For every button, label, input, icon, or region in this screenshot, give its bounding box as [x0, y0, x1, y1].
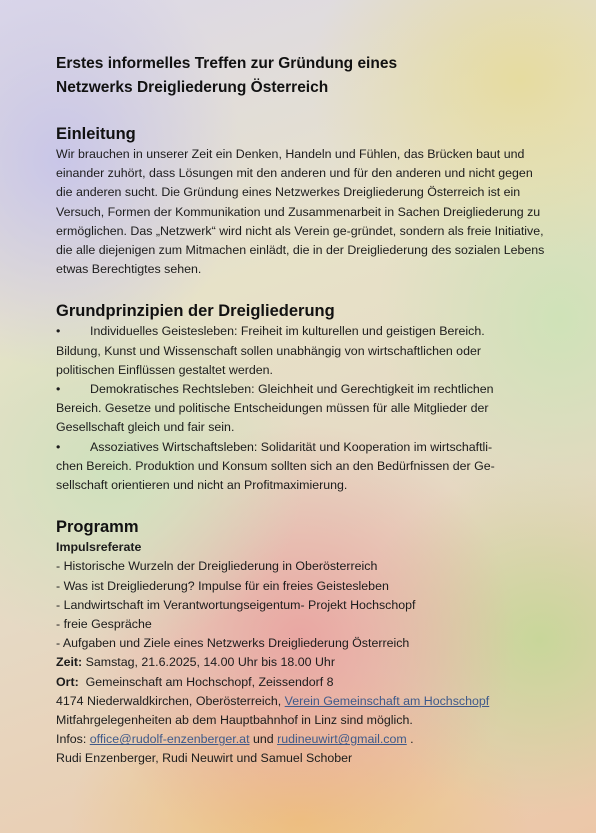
ride-info: Mitfahrgelegenheiten ab dem Hauptbahnhof in Linz sind möglich. — [56, 713, 413, 728]
address-text: 4174 Niederwaldkirchen, Oberösterreich, — [56, 693, 285, 708]
bullet-icon: • — [56, 439, 61, 454]
programm-item: - Aufgaben und Ziele eines Netzwerks Dreigliederung Österreich — [56, 636, 410, 651]
bullet-icon: • — [56, 382, 61, 397]
address-line — [56, 692, 550, 711]
title-line-2: Netzwerks Dreigliederung Österreich — [56, 79, 329, 96]
and-text: und — [249, 732, 278, 747]
email-link-1[interactable]: office@rudolf-enzenberger.at — [89, 732, 250, 747]
principle-item: • Individuelles Geistesleben: Freiheit im kulturellen und geistigen Bereich. Bildung, Kunst und Wissenschaft sollen unabhängig von wirtschaftlichen oder politischen Einflüssen gestaltet werden. — [56, 324, 485, 377]
place-line — [56, 673, 550, 692]
flyer — [56, 52, 550, 769]
principles-heading: Grundprinzipien der Dreigliederung — [56, 302, 335, 321]
programm-subheading: Impulsreferate — [56, 540, 142, 555]
after-email-text: . — [406, 732, 414, 747]
principle-item: • Assoziatives Wirtschaftsleben: Solidarität und Kooperation im wirtschaftli- chen Bereich. Produktion und Konsum sollten sich an den Bedürfnissen der Ge- sellschaft orientieren und nicht an Profitmaximierung. — [56, 439, 495, 493]
principles-list — [56, 322, 550, 495]
intro-heading: Einleitung — [56, 125, 136, 143]
infos-line — [56, 730, 550, 749]
hochschopf-link[interactable]: Verein Gemeinschaft am Hochschopf — [284, 693, 490, 708]
programm-item: - Historische Wurzeln der Dreigliederung in Oberösterreich — [56, 559, 378, 574]
programm-item: - Landwirtschaft im Verantwortungseigentum- Projekt Hochschopf — [56, 597, 416, 612]
page-title — [56, 52, 550, 100]
time-line — [56, 653, 550, 672]
email-link-2[interactable]: rudineuwirt@gmail.com — [277, 732, 407, 747]
principle-item: • Demokratisches Rechtsleben: Gleichheit und Gerechtigkeit im rechtlichen Bereich. Gesetze und politische Entscheidungen müssen für alle Mitglieder der Gesellschaft gleich und fair sein. — [56, 382, 494, 435]
intro-text: Wir brauchen in unserer Zeit ein Denken, Handeln und Fühlen, das Brücken baut und einander zuhört, dass Lösungen mit den anderen und für den anderen und nicht gegen die anderen sucht. Die Gründung eines Netzwerkes Dreigliederung Österreich ist ein Versuch, Formen der Kommunikation und Zusammenarbeit in Sachen Dreigliederung zu ermöglichen. Das „Netzwerk“ wird nicht als Verein ge-gründet, sondern als freie Initiative, die alle diejenigen zum Mitmachen einlädt, die in der Dreigliederung des sozialen Lebens etwas Berechtigtes sehen. — [56, 147, 545, 277]
programm-item: - freie Gespräche — [56, 617, 152, 632]
organizers: Rudi Enzenberger, Rudi Neuwirt und Samuel Schober — [56, 751, 353, 766]
programm-heading: Programm — [56, 518, 139, 537]
bullet-icon: • — [56, 324, 61, 339]
infos-label: Infos: — [56, 732, 90, 747]
time-label: Zeit: — [56, 655, 83, 670]
place-label: Ort: — [56, 674, 79, 689]
title-line-1: Erstes informelles Treffen zur Gründung eines — [56, 55, 398, 72]
programm-item: - Was ist Dreigliederung? Impulse für ein freies Geistesleben — [56, 578, 389, 593]
time-value: Samstag, 21.6.2025, 14.00 Uhr bis 18.00 Uhr — [82, 655, 335, 670]
place-value: Gemeinschaft am Hochschopf, Zeissendorf 8 — [78, 674, 334, 689]
